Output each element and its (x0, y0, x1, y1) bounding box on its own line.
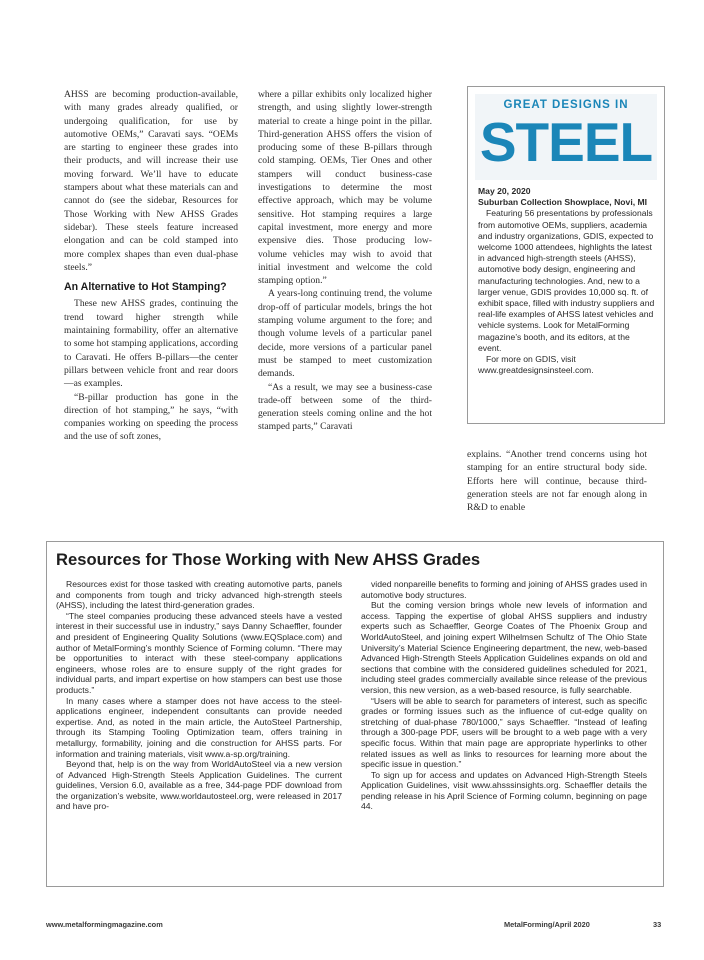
resources-paragraph: To sign up for access and updates on Advanced High-Strength Steels Application Guidelines, visit www.ahsssinsights.org. Schaeffler details the pending release in his April Science of Forming column, beginning on page 44. (361, 769, 647, 812)
page-number: 33 (653, 920, 662, 929)
paragraph: These new AHSS grades, continuing the trend toward higher strength while maintaining formability, offer an alternative to some hot stamping applications, according to Caravati. He offers B-pillars—the center pillars between vehicle front and rear doors—as examples. (64, 298, 238, 390)
sidebar-url-link[interactable]: www.greatdesignsinsteel.com. (478, 365, 594, 376)
paragraph: A years-long continuing trend, the volume drop-off of particular models, brings the hot stamping volume argument to the fore; and though volume levels of a particular panel decide, more versions of a particular panel must be stamped to meet customization demands. (258, 288, 432, 380)
resources-paragraph: But the coming version brings whole new levels of information and access. Tapping the expertise of global AHSS suppliers and industry experts such as Schaeffler, George Coates of The Phoenix Group and WorldAutoSteel, and joining expert Wilhelmsen Schultz of The Ohio State University’s Material Science Engineering department, the new, web-based Advanced High-Strength Steels Application Guidelines expands on old and sections that combine with the considered guidelines scheduled for 2021, including steel grades commercially available since release of the previous version, this new version, as a web-based resource, is fully searchable. (361, 600, 647, 695)
section-heading: An Alternative to Hot Stamping? (64, 281, 227, 294)
resources-paragraph: “Users will be able to search for parameters of interest, such as specific grades or forming issues such as the influence of cut-edge quality on stretching of dual-phase 780/1000,” says Schaeffler. “Instead of leafing through a 300-page PDF, users will be brought to a web page with a very specific focus. Within that main page are appropriate hyperlinks to other related issues as well as links to resources for learning more about the specific issue in question.” (361, 695, 647, 770)
resources-paragraph: In many cases where a stamper does not have access to the steel-applications engineer, independent consultants can provide needed expertise. And, as noted in the main article, the AutoSteel Partnership, through its Stamping Tooling Optimization team, offers training in metallurgy, formability, joining and die construction for AHSS parts. For information and training materials, visit www.a-sp.org/training. (56, 695, 342, 759)
article-column-2 (258, 88, 432, 434)
article-column-3 (467, 448, 647, 514)
resources-paragraph: Beyond that, help is on the way from WorldAutoSteel via a new version of Advanced High-Strength Steels Application Guidelines. The current guidelines, Version 6.0, available as a free, 344-page PDF download from the organization’s website, www.worldautosteel.org, were released in 2017 and have pro- (56, 759, 342, 812)
footer-issue: MetalForming/April 2020 (504, 920, 590, 929)
sidebar-visit-text: For more on GDIS, visit (486, 354, 576, 365)
paragraph: explains. “Another trend concerns using hot stamping for an entire structural body side. Efforts here will continue, because third-generation steels are not far enough along in R&D to enable (467, 449, 647, 514)
great-designs-in-steel-logo (475, 94, 657, 180)
article-column-1 (64, 88, 238, 444)
paragraph: AHSS are becoming production-available, with many grades already qualified, or undergoing qualification, for use by automotive OEMs,” Caravati says. “OEMs are starting to engineer these grades into their products, and will increase their use moving forward. We’ll have to educate stampers about what these materials can and cannot do (see the sidebar, Resources for Those Working with New AHSS Grades sidebar). These steels feature increased elongation and can be cold stamped into more complex shapes than even dual-phase steels.” (64, 89, 238, 273)
resources-paragraph: Resources exist for those tasked with creating automotive parts, panels and components from tough and tricky advanced high-strength steels (AHSS), including the latest third-generation grades. (56, 579, 342, 611)
resources-box (46, 541, 664, 887)
resources-paragraph: “The steel companies producing these advanced steels have a vested interest in their successful use in industry,” says Danny Schaeffler, founder and president of Engineering Quality Solutions (www.EQSplace.com) and author of MetalForming’s monthly Science of Forming column. “There may be opportunities to interact with these steel-company applications engineers, whose roles are to ensure supply of the right grades for individual parts, and impart expertise on how stampers can best use those products.” (56, 610, 342, 695)
paragraph: where a pillar exhibits only localized higher strength, and using slightly lower-strength material to create a hinge point in the pillar. Third-generation AHSS offers the vision of producing some of these B-pillars through cold stamping. OEMs, Tier Ones and other stampers will conduct business-case investigations to determine the most effective approach, which may be volume sensitive. Hot stamping requires a large capital investment, more energy and more expensive dies. Those producing low-volume vehicles may wish to avoid that initial investment and welcome the cold stamping option.” (258, 89, 432, 287)
sidebar-paragraph: Featuring 56 presentations by professionals from automotive OEMs, suppliers, academia and industry organizations, GDIS, expected to welcome 1000 attendees, highlights the latest in advanced high-strength steels (AHSS), automotive body design, engineering and manufacturing technologies. And, new to a larger venue, GDIS provides 10,000 sq. ft. of exhibit space, filled with industry suppliers and real-life examples of AHSS latest vehicles and vehicle systems. Look for MetalForming magazine’s booth, and its editors, at the event. (478, 208, 655, 353)
logo-main-text: STEEL (479, 111, 653, 173)
logo-top-text: GREAT DESIGNS IN (503, 99, 629, 111)
event-sidebar (467, 86, 665, 424)
resources-column-right (361, 579, 647, 812)
event-venue: Suburban Collection Showplace, Novi, MI (478, 197, 648, 208)
footer-website[interactable]: www.metalformingmagazine.com (46, 920, 163, 929)
resources-title: Resources for Those Working with New AHSS Grades (56, 550, 481, 569)
resources-column-left (56, 579, 342, 812)
paragraph: “As a result, we may see a business-case trade-off between some of the third-generation steels coming online and the hot stamped parts,” Caravati (258, 381, 432, 433)
paragraph: “B-pillar production has gone in the direction of hot stamping,” he says, “with companies working on speeding the process and the use of soft zones, (64, 391, 238, 443)
resources-paragraph: vided nonpareille benefits to forming and joining of AHSS grades used in automotive body structures. (361, 579, 647, 600)
event-date: May 20, 2020 (478, 186, 531, 196)
